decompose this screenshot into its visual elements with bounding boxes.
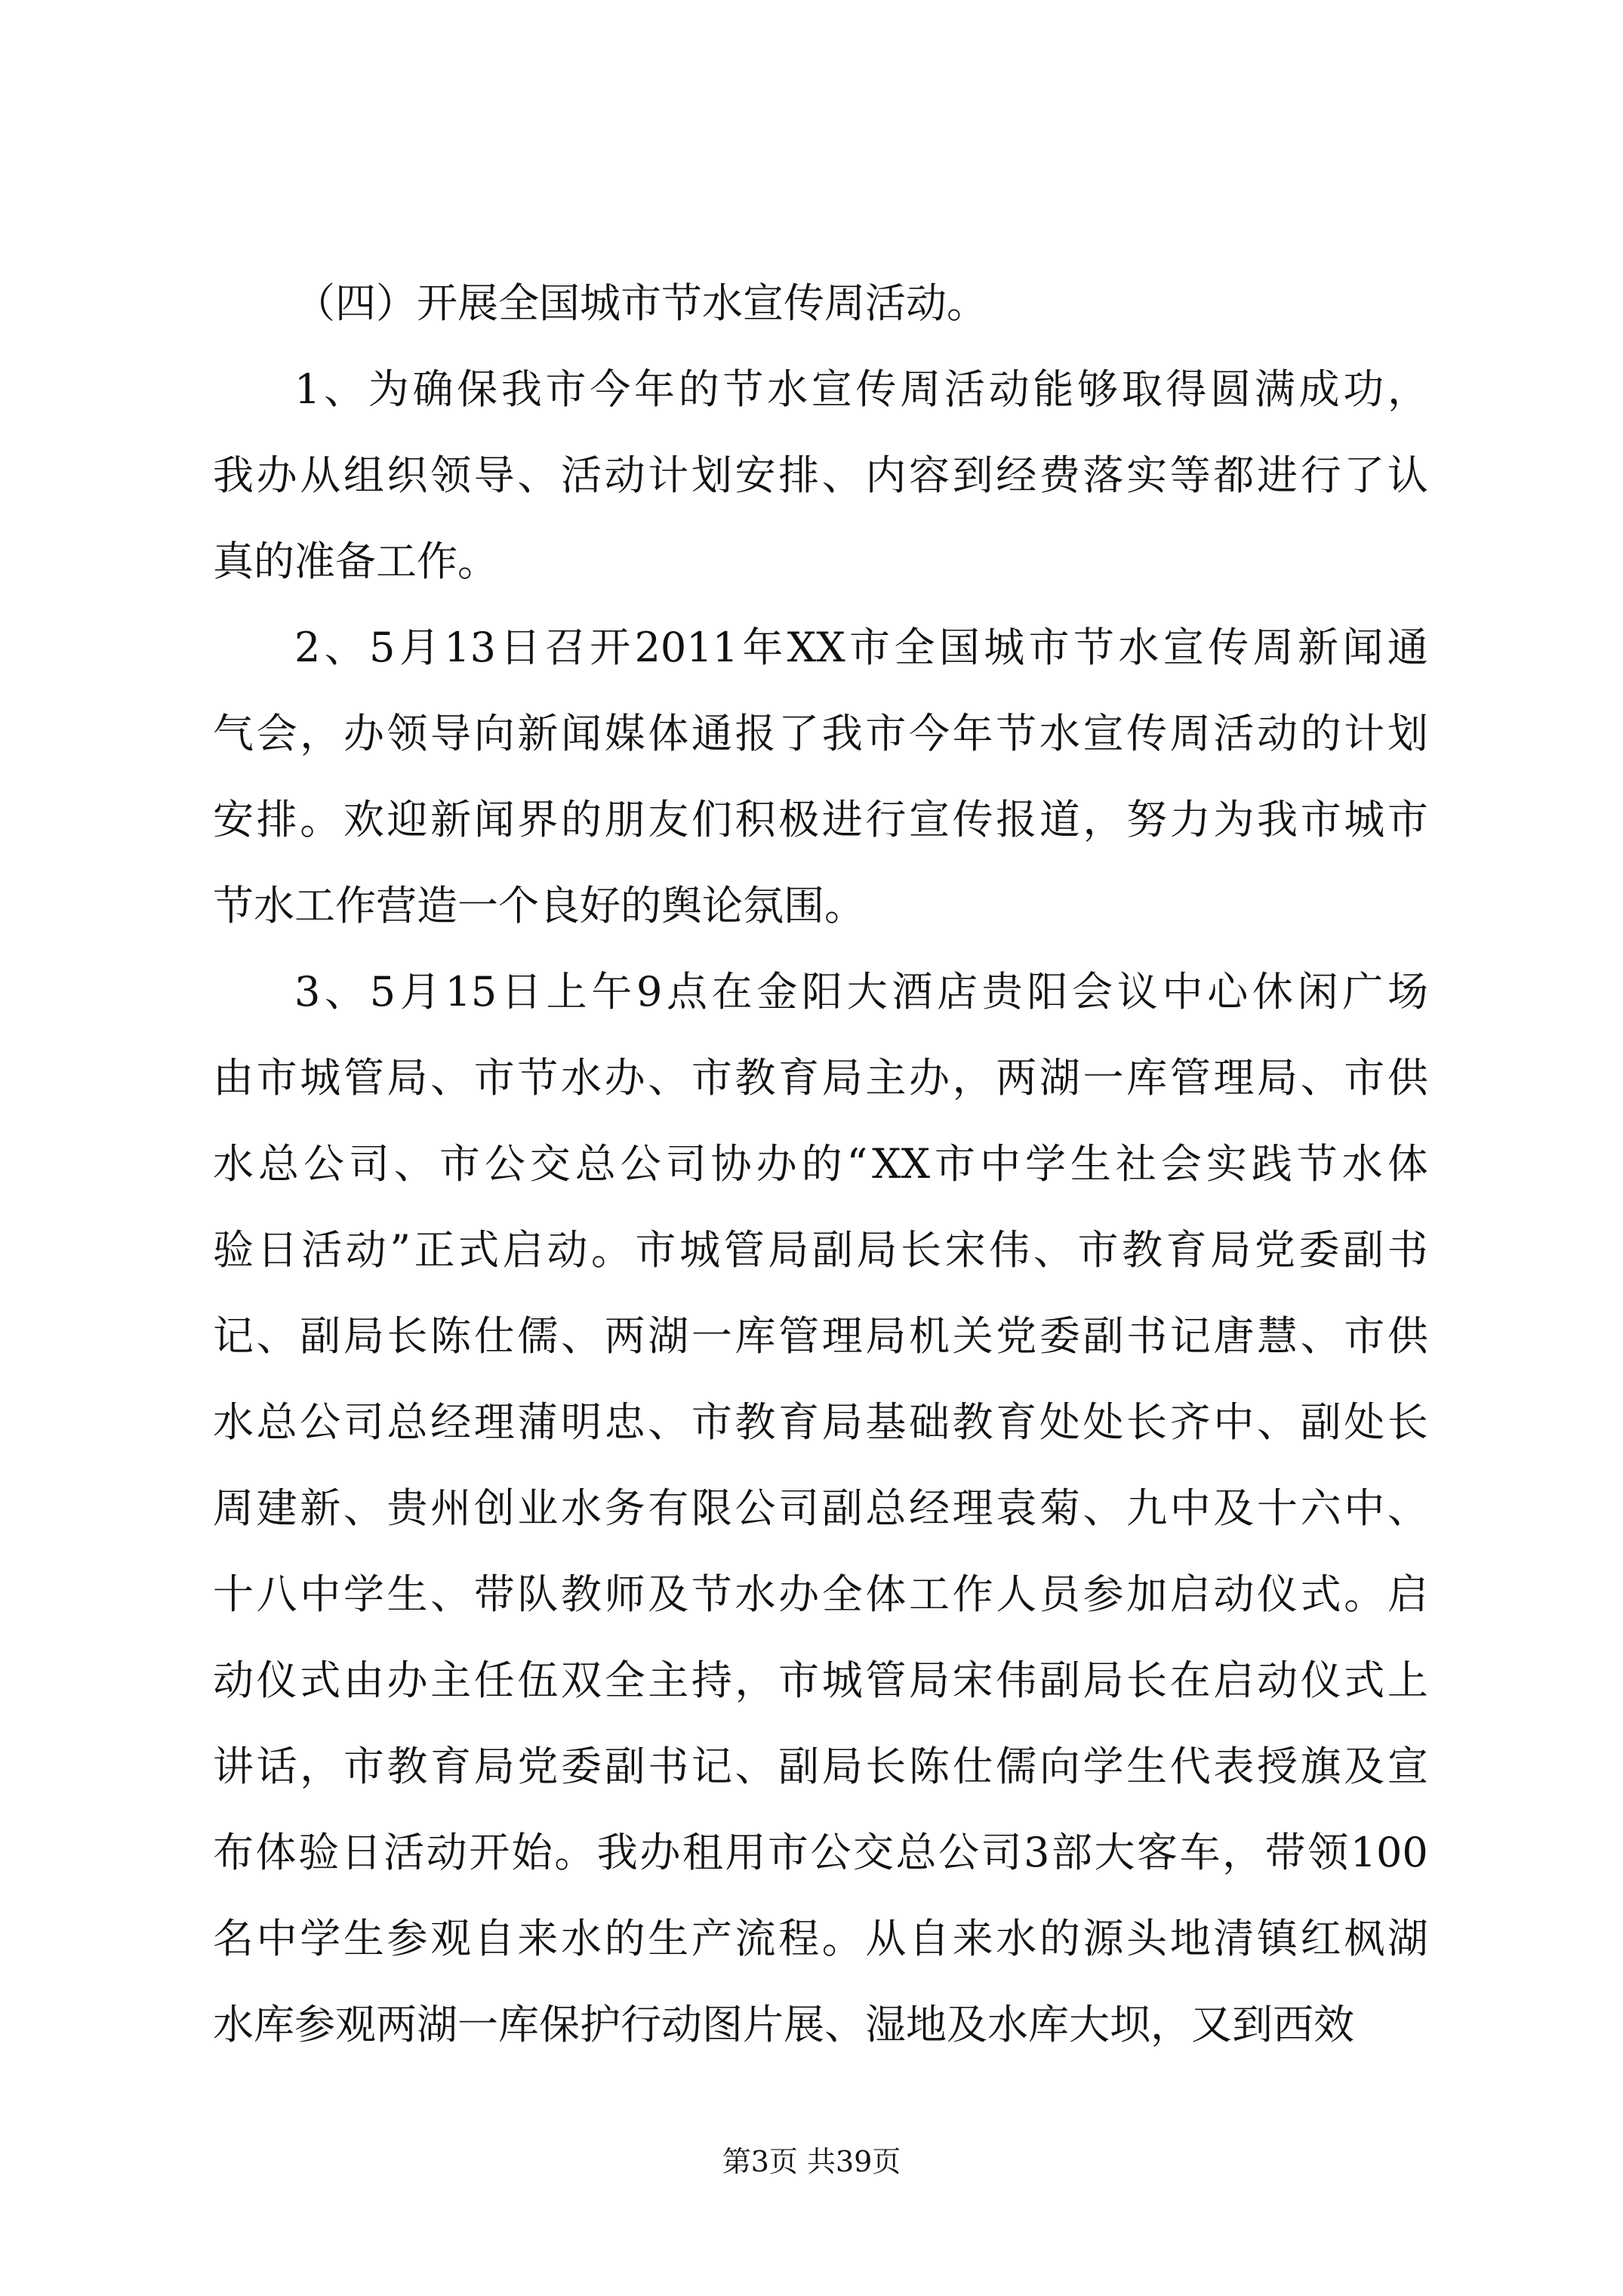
page-footer: 第3页 共39页 xyxy=(722,2145,901,2178)
text-line: 讲 话 ， 市 教 育 局 党 委 副 书 记 、 副 局 长 陈 仕 儒 向 学 生 代 表 授 旗 及 宣 xyxy=(213,1743,1428,1790)
paragraph xyxy=(213,260,1428,347)
text-line: 名 中 学 生 参 观 自 来 水 的 生 产 流 程 。 从 自 来 水 的 源 头 地 清 镇 红 枫 湖 xyxy=(213,1915,1428,1962)
text-line: 节水工作营造一个良好的舆论氛围。 xyxy=(213,882,865,929)
text-line: 水 总 公 司 总 经 理 蒲 明 忠 、 市 教 育 局 基 础 教 育 处 处 长 齐 中 、 副 处 长 xyxy=(213,1398,1428,1446)
text-line: 我 办 从 组 织 领 导 、 活 动 计 划 安 排 、 内 容 到 经 费 落 实 等 都 进 行 了 认 xyxy=(213,451,1428,499)
text-line: 十 八 中 学 生 、 带 队 教 师 及 节 水 办 全 体 工 作 人 员 参 加 启 动 仪 式 。 启 xyxy=(213,1570,1428,1618)
text-line: 气 会 ， 办 领 导 向 新 闻 媒 体 通 报 了 我 市 今 年 节 水 宣 传 周 活 动 的 计 划 xyxy=(213,710,1428,757)
paragraph xyxy=(213,347,1428,605)
paragraph xyxy=(213,605,1428,949)
text-line: 验 日 活 动 ” 正 式 启 动 。 市 城 管 局 副 局 长 宋 伟 、 市 教 育 局 党 委 副 书 xyxy=(213,1226,1428,1274)
text-line: 2 、 5 月 13 日 召 开 2011 年 XX 市 全 国 城 市 节 水 宣 传 周 新 闻 通 xyxy=(294,624,1428,671)
text-line: 周 建 新 、 贵 州 创 业 水 务 有 限 公 司 副 总 经 理 袁 菊 、 九 中 及 十 六 中 、 xyxy=(213,1484,1428,1532)
text-line: 1 、 为 确 保 我 市 今 年 的 节 水 宣 传 周 活 动 能 够 取 得 圆 满 成 功 ， xyxy=(294,365,1428,413)
text-line: 动 仪 式 由 办 主 任 伍 双 全 主 持 ， 市 城 管 局 宋 伟 副 局 长 在 启 动 仪 式 上 xyxy=(213,1657,1428,1704)
text-line: 由 市 城 管 局 、 市 节 水 办 、 市 教 育 局 主 办 ， 两 湖 一 库 管 理 局 、 市 供 xyxy=(213,1054,1428,1102)
text-line: 真的准备工作。 xyxy=(213,538,498,585)
text-line: （四）开展全国城市节水宣传周活动。 xyxy=(294,279,987,327)
body-text xyxy=(213,260,1428,2068)
text-line: 安 排 。 欢 迎 新 闻 界 的 朋 友 们 积 极 进 行 宣 传 报 道 ， 努 力 为 我 市 城 市 xyxy=(213,796,1428,843)
text-line: 3 、 5 月 15 日 上 午 9 点 在 金 阳 大 酒 店 贵 阳 会 议 中 心 休 闲 广 场 xyxy=(294,968,1428,1015)
text-line: 水库参观两湖一库保护行动图片展、湿地及水库大坝，又到西效 xyxy=(213,2001,1354,2048)
paragraph xyxy=(213,949,1428,2068)
text-line: 布 体 验 日 活 动 开 始 。 我 办 租 用 市 公 交 总 公 司 3 部 大 客 车 ， 带 领 100 xyxy=(213,1829,1428,1876)
text-line: 水 总 公 司 、 市 公 交 总 公 司 协 办 的 “ XX 市 中 学 生 社 会 实 践 节 水 体 xyxy=(213,1140,1428,1188)
text-line: 记 、 副 局 长 陈 仕 儒 、 两 湖 一 库 管 理 局 机 关 党 委 副 书 记 唐 慧 、 市 供 xyxy=(213,1312,1428,1360)
